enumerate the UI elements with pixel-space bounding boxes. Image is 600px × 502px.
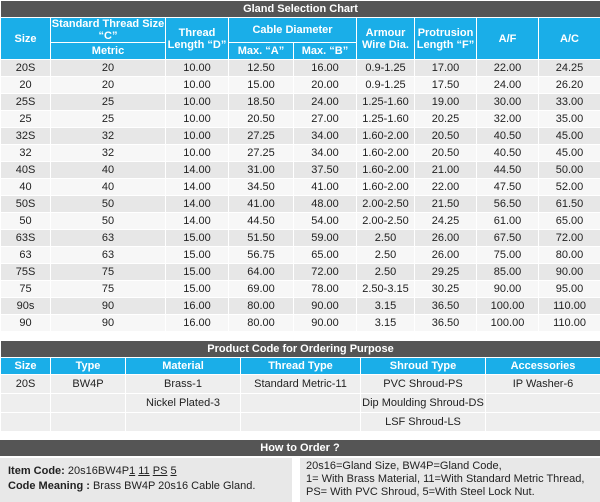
table-cell: 15.00 xyxy=(166,247,229,264)
table-cell: 35.00 xyxy=(539,111,600,128)
table-cell: 80.00 xyxy=(229,298,294,315)
table-cell: 22.00 xyxy=(477,60,539,77)
table-cell: 63S xyxy=(1,230,51,247)
table-cell: 110.00 xyxy=(539,315,600,332)
header-size: Size xyxy=(1,18,51,60)
product-code-header: Shroud Type xyxy=(361,358,486,375)
header-ac: A/C xyxy=(539,18,600,60)
table-cell: 10.00 xyxy=(166,145,229,162)
table-cell: 56.50 xyxy=(477,196,539,213)
table-cell: 90.00 xyxy=(477,281,539,298)
item-code-locknut: 5 xyxy=(170,465,176,477)
table-cell: 41.00 xyxy=(294,179,357,196)
table-cell: 3.15 xyxy=(357,315,415,332)
table-cell: 32.00 xyxy=(477,111,539,128)
table-cell: 2.50 xyxy=(357,247,415,264)
table-cell: 63 xyxy=(51,230,166,247)
table-cell: 63 xyxy=(1,247,51,264)
table-cell: 75S xyxy=(1,264,51,281)
table-cell xyxy=(486,413,600,432)
table-cell: 32S xyxy=(1,128,51,145)
table-cell: 18.50 xyxy=(229,94,294,111)
how-to-order-section xyxy=(0,458,600,502)
table-cell: 90s xyxy=(1,298,51,315)
table-cell: 0.9-1.25 xyxy=(357,77,415,94)
item-code-thread: 11 xyxy=(138,465,149,477)
table-cell: 37.50 xyxy=(294,162,357,179)
table-cell: Nickel Plated-3 xyxy=(126,394,241,413)
table-cell: 32 xyxy=(1,145,51,162)
item-code-box xyxy=(0,458,292,502)
table-cell: 2.50 xyxy=(357,230,415,247)
table-cell: 20 xyxy=(51,60,166,77)
table-cell: 16.00 xyxy=(166,315,229,332)
table-cell: 32 xyxy=(51,128,166,145)
table-cell: 41.00 xyxy=(229,196,294,213)
table-row xyxy=(1,196,600,213)
explanation-line: 1= With Brass Material, 11=With Standard Metric Thread, xyxy=(306,473,594,486)
table-cell: 72.00 xyxy=(294,264,357,281)
table-row xyxy=(1,145,600,162)
table-cell: 85.00 xyxy=(477,264,539,281)
table-cell: 3.15 xyxy=(357,298,415,315)
table-row xyxy=(1,94,600,111)
table-cell: 10.00 xyxy=(166,111,229,128)
table-cell: 36.50 xyxy=(415,298,477,315)
table-cell: 75 xyxy=(1,281,51,298)
table-cell: 63 xyxy=(51,247,166,264)
table-cell: 30.00 xyxy=(477,94,539,111)
table-cell: 64.00 xyxy=(229,264,294,281)
code-meaning-line xyxy=(8,479,284,494)
table-cell: 75 xyxy=(51,264,166,281)
table-cell: 20.00 xyxy=(294,77,357,94)
product-code-header: Type xyxy=(51,358,126,375)
table-cell: 29.25 xyxy=(415,264,477,281)
table-cell: 75.00 xyxy=(477,247,539,264)
gland-chart-title: Gland Selection Chart xyxy=(1,1,600,18)
table-cell: 69.00 xyxy=(229,281,294,298)
table-cell: 90.00 xyxy=(294,315,357,332)
product-code-header: Thread Type xyxy=(241,358,361,375)
item-code-line xyxy=(8,464,284,479)
table-cell: 52.00 xyxy=(539,179,600,196)
table-cell: 40S xyxy=(1,162,51,179)
table-cell: LSF Shroud-LS xyxy=(361,413,486,432)
table-cell: 15.00 xyxy=(166,264,229,281)
table-cell: Brass-1 xyxy=(126,375,241,394)
table-cell: 10.00 xyxy=(166,94,229,111)
product-code-body xyxy=(1,375,600,432)
table-row xyxy=(1,128,600,145)
table-row xyxy=(1,77,600,94)
table-cell: 24.00 xyxy=(294,94,357,111)
table-cell: 27.00 xyxy=(294,111,357,128)
product-code-header: Size xyxy=(1,358,51,375)
table-row xyxy=(1,247,600,264)
table-cell: 20S xyxy=(1,375,51,394)
product-code-table xyxy=(0,340,600,432)
header-armour: Armour Wire Dia. xyxy=(357,18,415,60)
table-cell: 80.00 xyxy=(539,247,600,264)
code-meaning-label: Code Meaning : xyxy=(8,480,90,492)
table-cell: 50S xyxy=(1,196,51,213)
table-cell: 26.20 xyxy=(539,77,600,94)
table-cell: 44.50 xyxy=(477,162,539,179)
table-cell: 65.00 xyxy=(294,247,357,264)
table-cell: 90 xyxy=(51,315,166,332)
table-cell: 2.00-2.50 xyxy=(357,213,415,230)
table-cell: 40.50 xyxy=(477,145,539,162)
table-cell: 40 xyxy=(51,162,166,179)
table-cell: 16.00 xyxy=(294,60,357,77)
table-cell: 20.50 xyxy=(415,128,477,145)
table-cell: 54.00 xyxy=(294,213,357,230)
table-cell: 15.00 xyxy=(166,281,229,298)
table-cell: 50 xyxy=(51,196,166,213)
table-cell: 15.00 xyxy=(166,230,229,247)
table-cell: 59.00 xyxy=(294,230,357,247)
table-cell: 50.00 xyxy=(539,162,600,179)
explanation-line: PS= With PVC Shroud, 5=With Steel Lock Nut. xyxy=(306,486,594,499)
table-cell: 90 xyxy=(1,315,51,332)
table-row xyxy=(1,315,600,332)
table-cell: 20S xyxy=(1,60,51,77)
table-cell: 2.00-2.50 xyxy=(357,196,415,213)
table-cell: 44.50 xyxy=(229,213,294,230)
table-row xyxy=(1,162,600,179)
header-af: A/F xyxy=(477,18,539,60)
table-cell xyxy=(1,413,51,432)
table-cell xyxy=(241,394,361,413)
table-cell: 25 xyxy=(51,94,166,111)
table-cell: 26.00 xyxy=(415,230,477,247)
table-cell: 14.00 xyxy=(166,196,229,213)
table-cell: 50 xyxy=(1,213,51,230)
header-thread-size: Standard Thread Size “C” xyxy=(51,18,166,43)
item-code-shroud: PS xyxy=(153,465,168,477)
table-cell: 32 xyxy=(51,145,166,162)
table-cell: 65.00 xyxy=(539,213,600,230)
table-cell: 22.00 xyxy=(415,179,477,196)
table-cell: 1.25-1.60 xyxy=(357,111,415,128)
table-cell: 34.00 xyxy=(294,128,357,145)
table-cell: 12.50 xyxy=(229,60,294,77)
table-cell: 40 xyxy=(51,179,166,196)
table-cell: 24.25 xyxy=(415,213,477,230)
table-cell: 27.25 xyxy=(229,128,294,145)
product-code-header: Accessories xyxy=(486,358,600,375)
table-cell: 1.60-2.00 xyxy=(357,128,415,145)
table-cell: 72.00 xyxy=(539,230,600,247)
table-row xyxy=(1,213,600,230)
explanation-line: 20s16=Gland Size, BW4P=Gland Code, xyxy=(306,460,594,473)
table-cell: 10.00 xyxy=(166,128,229,145)
table-cell: 50 xyxy=(51,213,166,230)
table-cell: 20 xyxy=(51,77,166,94)
table-cell: BW4P xyxy=(51,375,126,394)
table-cell: 14.00 xyxy=(166,213,229,230)
table-cell: 100.00 xyxy=(477,315,539,332)
table-cell: 21.50 xyxy=(415,196,477,213)
table-cell: 15.00 xyxy=(229,77,294,94)
product-code-title: Product Code for Ordering Purpose xyxy=(1,341,600,358)
table-cell: 21.00 xyxy=(415,162,477,179)
table-cell: 1.60-2.00 xyxy=(357,162,415,179)
table-cell: 100.00 xyxy=(477,298,539,315)
header-thread-length: Thread Length “D” xyxy=(166,18,229,60)
table-cell: 30.25 xyxy=(415,281,477,298)
table-cell: PVC Shroud-PS xyxy=(361,375,486,394)
table-cell: 34.50 xyxy=(229,179,294,196)
header-metric: Metric xyxy=(51,43,166,60)
item-code-label: Item Code: xyxy=(8,465,65,477)
how-to-order-title: How to Order ? xyxy=(0,440,600,456)
header-protrusion: Protrusion Length “F” xyxy=(415,18,477,60)
table-cell: 40.50 xyxy=(477,128,539,145)
table-row xyxy=(1,281,600,298)
table-cell: 2.50-3.15 xyxy=(357,281,415,298)
table-cell: 27.25 xyxy=(229,145,294,162)
table-cell: 24.00 xyxy=(477,77,539,94)
table-cell: 47.50 xyxy=(477,179,539,196)
table-cell: 75 xyxy=(51,281,166,298)
table-cell xyxy=(51,394,126,413)
table-cell: 48.00 xyxy=(294,196,357,213)
table-cell: 17.50 xyxy=(415,77,477,94)
table-cell: 1.60-2.00 xyxy=(357,179,415,196)
table-cell: 80.00 xyxy=(229,315,294,332)
table-cell: 78.00 xyxy=(294,281,357,298)
table-cell: 14.00 xyxy=(166,162,229,179)
table-cell: 16.00 xyxy=(166,298,229,315)
product-code-header-row xyxy=(1,358,600,375)
table-cell: 10.00 xyxy=(166,60,229,77)
table-cell: 19.00 xyxy=(415,94,477,111)
table-cell: 25 xyxy=(1,111,51,128)
table-cell: 20.50 xyxy=(229,111,294,128)
table-cell: 95.00 xyxy=(539,281,600,298)
table-cell: 51.50 xyxy=(229,230,294,247)
table-cell: 20.50 xyxy=(415,145,477,162)
header-cable-diameter: Cable Diameter xyxy=(229,18,357,43)
table-cell: 25 xyxy=(51,111,166,128)
table-cell: 67.50 xyxy=(477,230,539,247)
header-max-b: Max. “B” xyxy=(294,43,357,60)
table-row xyxy=(1,230,600,247)
product-code-header: Material xyxy=(126,358,241,375)
table-cell: 31.00 xyxy=(229,162,294,179)
table-cell: 61.50 xyxy=(539,196,600,213)
table-cell: 36.50 xyxy=(415,315,477,332)
table-row xyxy=(1,179,600,196)
header-max-a: Max. “A” xyxy=(229,43,294,60)
table-cell xyxy=(126,413,241,432)
table-cell: 56.75 xyxy=(229,247,294,264)
table-cell: 90.00 xyxy=(294,298,357,315)
table-cell: 61.00 xyxy=(477,213,539,230)
table-cell: Dip Moulding Shroud-DS xyxy=(361,394,486,413)
table-row xyxy=(1,264,600,281)
table-cell: 24.25 xyxy=(539,60,600,77)
table-cell xyxy=(241,413,361,432)
table-cell: 45.00 xyxy=(539,128,600,145)
item-code-prefix: 20s16BW4P xyxy=(68,465,129,477)
table-cell: 20 xyxy=(1,77,51,94)
table-cell: Standard Metric-11 xyxy=(241,375,361,394)
gland-table-body xyxy=(1,60,600,332)
table-cell: 20.25 xyxy=(415,111,477,128)
table-cell: 45.00 xyxy=(539,145,600,162)
table-cell: 110.00 xyxy=(539,298,600,315)
table-row xyxy=(1,375,600,394)
table-cell: 1.25-1.60 xyxy=(357,94,415,111)
table-cell xyxy=(1,394,51,413)
table-cell: 0.9-1.25 xyxy=(357,60,415,77)
table-row xyxy=(1,111,600,128)
item-code-material: 1 xyxy=(129,465,135,477)
table-row xyxy=(1,60,600,77)
table-cell: 33.00 xyxy=(539,94,600,111)
table-row xyxy=(1,394,600,413)
table-cell: 14.00 xyxy=(166,179,229,196)
table-cell: 26.00 xyxy=(415,247,477,264)
table-row xyxy=(1,413,600,432)
code-meaning-value: Brass BW4P 20s16 Cable Gland. xyxy=(93,480,255,492)
table-cell xyxy=(486,394,600,413)
table-cell: 2.50 xyxy=(357,264,415,281)
table-cell: 90 xyxy=(51,298,166,315)
table-cell: 34.00 xyxy=(294,145,357,162)
table-cell: 40 xyxy=(1,179,51,196)
table-cell: 90.00 xyxy=(539,264,600,281)
table-cell: 10.00 xyxy=(166,77,229,94)
table-cell: 17.00 xyxy=(415,60,477,77)
table-row xyxy=(1,298,600,315)
table-cell: 1.60-2.00 xyxy=(357,145,415,162)
table-cell xyxy=(51,413,126,432)
table-cell: IP Washer-6 xyxy=(486,375,600,394)
code-explanation-box xyxy=(300,458,600,502)
table-cell: 25S xyxy=(1,94,51,111)
